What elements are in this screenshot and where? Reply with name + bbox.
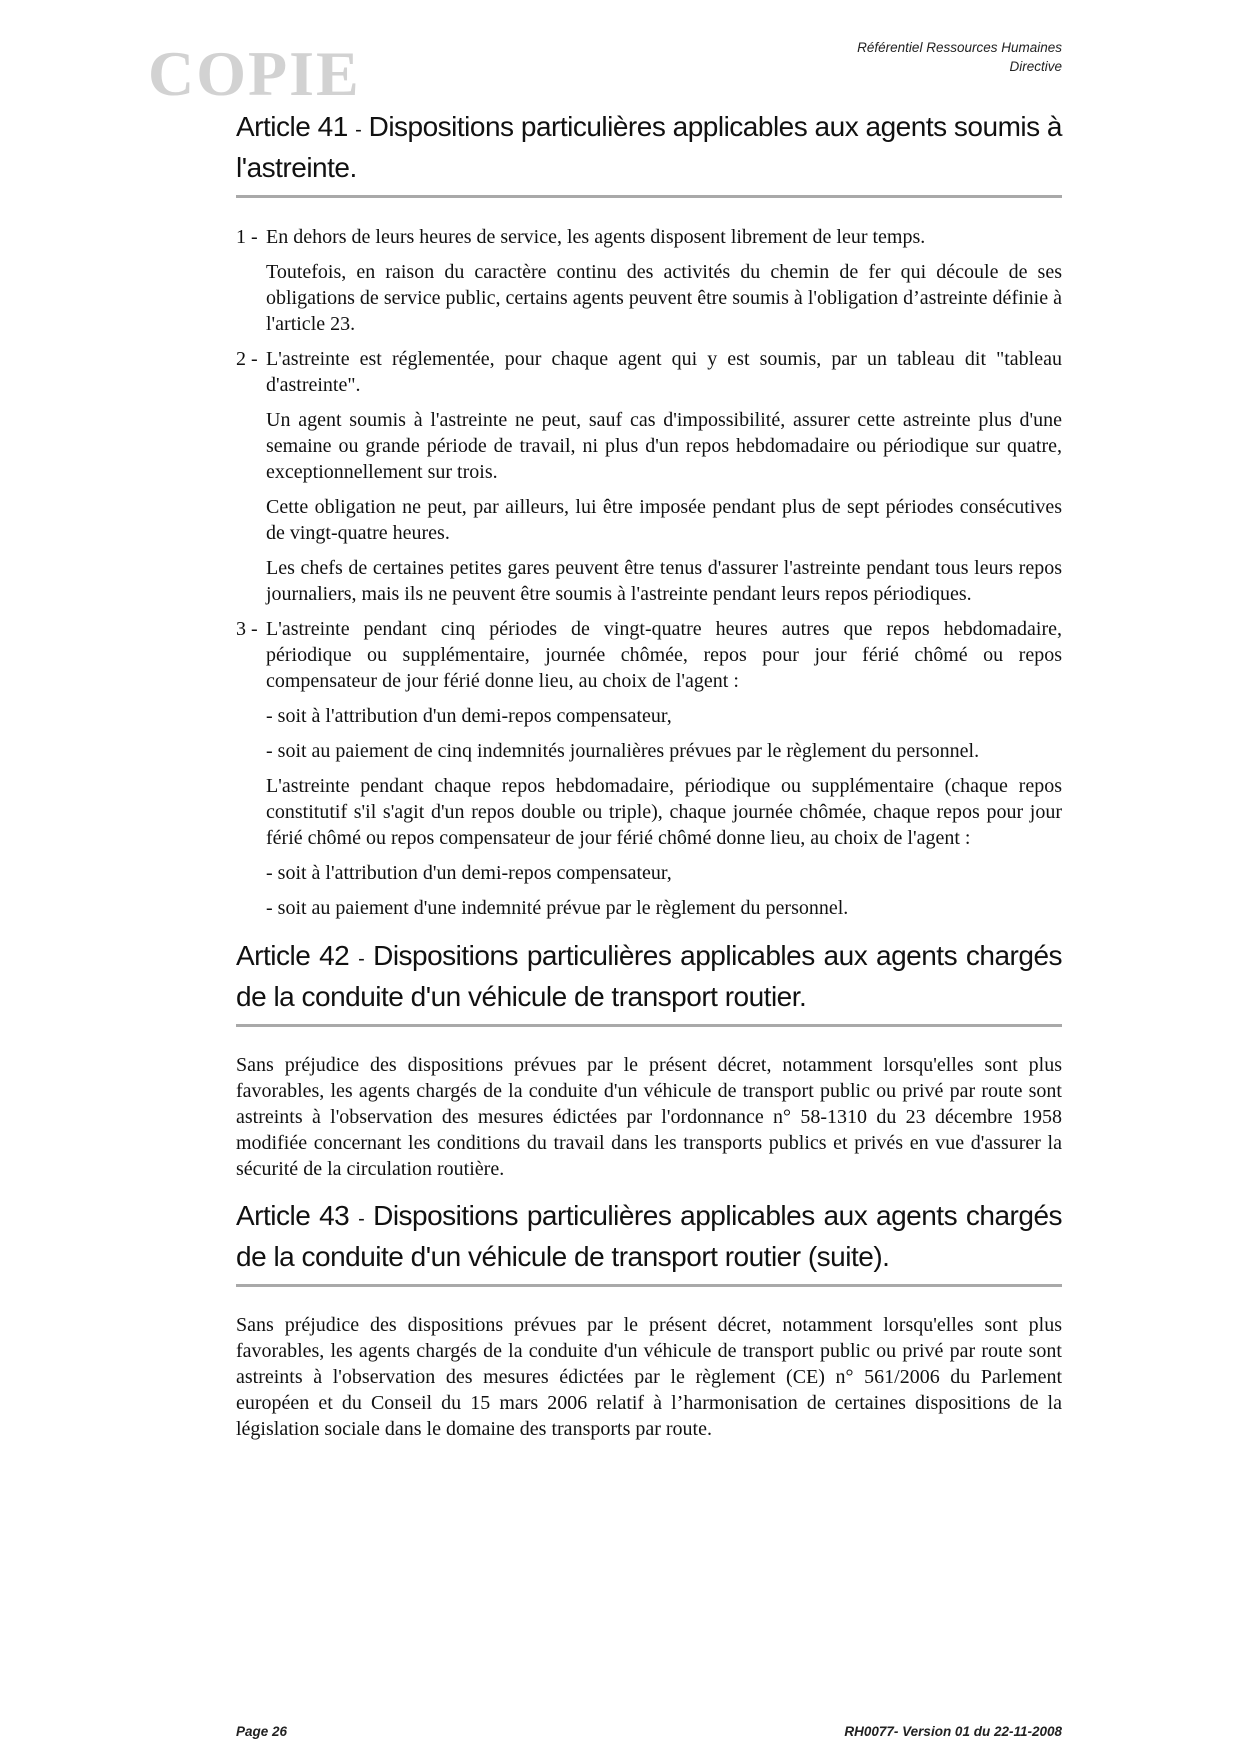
article-43-title-part-3: la conduite d'un véhicule de transport routier (suite). — [273, 1241, 890, 1272]
article-41-item-1 — [236, 224, 1062, 250]
item-3-paragraph-2: - soit au paiement de cinq indemnités journalières prévues par le règlement du personnel. — [266, 740, 980, 762]
header-line-1: Référentiel Ressources Humaines — [857, 40, 1062, 55]
item-3-paragraph-1: - soit à l'attribution d'un demi-repos compensateur, — [266, 705, 672, 727]
footer-reference: RH0077- Version 01 du 22-11-2008 — [844, 1724, 1062, 1739]
article-41-label: Article 41 — [236, 111, 348, 142]
article-43-title-part-1: Dispositions particulières applicables aux agents — [373, 1200, 958, 1231]
article-43-separator: - — [358, 1208, 365, 1230]
item-1-text: En dehors de leurs heures de service, les agents disposent librement de leur temps. — [266, 226, 926, 248]
document-body — [236, 108, 1062, 1442]
copie-watermark: COPIE — [148, 38, 361, 109]
item-3-paragraph-4: - soit à l'attribution d'un demi-repos compensateur, — [266, 862, 672, 884]
item-1-number: 1 - — [236, 226, 258, 248]
page-header — [857, 38, 1062, 76]
item-2-text: L'astreinte est réglementée, pour chaque agent qui y est soumis, par un tableau dit "tableau d'astreinte". — [266, 348, 1062, 396]
item-3-number: 3 - — [236, 618, 258, 640]
article-41-separator: - — [355, 119, 362, 141]
article-43-label: Article 43 — [236, 1200, 350, 1231]
item-2-paragraph-3: Les chefs de certaines petites gares peuvent être tenus d'assurer l'astreinte pendant tous leurs repos journaliers, mais ils ne peuvent être soumis à l'astreinte pendant leurs repos périodiques. — [266, 557, 1062, 605]
article-43-title-part-2: chargés de — [236, 1200, 1063, 1272]
footer-page-number: Page 26 — [236, 1724, 288, 1739]
item-2-paragraph-1: Un agent soumis à l'astreinte ne peut, sauf cas d'impossibilité, assurer cette astreinte plus d'une semaine ou grande période de travail, ni plus d'un repos hebdomadaire ou périodique sur quatre, exceptionnellement sur trois. — [266, 409, 1062, 483]
article-41-item-2 — [236, 346, 1062, 398]
article-43-heading — [236, 1197, 1062, 1275]
article-43-body: Sans préjudice des dispositions prévues par le présent décret, notamment lorsqu'elles sont plus favorables, les agents chargés de la conduite d'un véhicule de transport public ou privé par route sont astreints à l'observation des mesures édictées par le règlement (CE) n° 561/2006 du Parlement européen et du Conseil du 15 mars 2006 relatif à l’harmonisation de certaines dispositions de la législation sociale dans le domaine des transports par route. — [236, 1314, 1062, 1440]
article-41-heading — [236, 108, 1062, 186]
item-2-number: 2 - — [236, 348, 258, 370]
item-3-paragraph-5: - soit au paiement d'une indemnité prévue par le règlement du personnel. — [266, 897, 849, 919]
article-41-title: Dispositions particulières applicables aux agents soumis à l'astreinte. — [236, 111, 1063, 183]
article-42-separator: - — [358, 948, 365, 970]
item-3-text: L'astreinte pendant cinq périodes de vingt-quatre heures autres que repos hebdomadaire, périodique ou supplémentaire, journée chômée, repos pour jour férié chômé ou repos compensateur de jour férié donne lieu, au choix de l'agent : — [266, 618, 1062, 692]
item-3-paragraph-3: L'astreinte pendant chaque repos hebdomadaire, périodique ou supplémentaire (chaque repos constitutif s'il s'agit d'un repos double ou triple), chaque journée chômée, chaque repos pour jour férié chômé ou repos compensateur de jour férié chômé donne lieu, au choix de l'agent : — [266, 775, 1062, 849]
header-line-2: Directive — [1009, 59, 1062, 74]
article-42-heading — [236, 937, 1062, 1015]
item-2-paragraph-2: Cette obligation ne peut, par ailleurs, lui être imposée pendant plus de sept périodes consécutives de vingt-quatre heures. — [266, 496, 1062, 544]
article-42-label: Article 42 — [236, 940, 350, 971]
article-42-title-part-2: chargés de — [236, 940, 1063, 1012]
item-1-paragraph-1: Toutefois, en raison du caractère continu des activités du chemin de fer qui découle de ses obligations de service public, certains agents peuvent être soumis à l'obligation d’astreinte définie à l'article 23. — [266, 261, 1062, 335]
article-42-title-part-1: Dispositions particulières applicables aux agents — [373, 940, 958, 971]
article-42-body: Sans préjudice des dispositions prévues par le présent décret, notamment lorsqu'elles sont plus favorables, les agents chargés de la conduite d'un véhicule de transport public ou privé par route sont astreints à l'observation des mesures édictées par l'ordonnance n° 58-1310 du 23 décembre 1958 modifiée concernant les conditions du travail dans les transports publics et privés en vue d'assurer la sécurité de la circulation routière. — [236, 1054, 1062, 1180]
article-41-item-3 — [236, 616, 1062, 694]
article-42-title-part-3: la conduite d'un véhicule de transport routier. — [273, 981, 807, 1012]
